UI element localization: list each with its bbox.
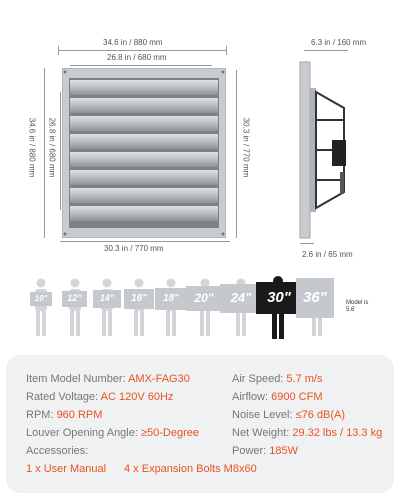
- inner-width-line: [70, 65, 212, 66]
- spec-air-speed: [232, 373, 323, 385]
- person-silhouette-icon: [66, 278, 84, 338]
- frame-depth-label: 2.6 in / 65 mm: [302, 250, 353, 259]
- bottom-width-line: [60, 241, 230, 242]
- size-label: 30": [267, 289, 291, 306]
- spec-label: Net Weight:: [232, 427, 293, 439]
- size-box-12: [62, 291, 87, 307]
- size-chart: [0, 270, 400, 350]
- fan-front-view: [62, 68, 226, 238]
- size-label: 12": [67, 293, 82, 303]
- inner-height-line: [60, 92, 61, 210]
- spec-label: Power:: [232, 445, 270, 457]
- spec-airflow: [232, 391, 322, 403]
- spec-label: Rated Voltage:: [26, 391, 101, 403]
- spec-label: RPM:: [26, 409, 57, 421]
- spec-value: ≤76 dB(A): [295, 409, 346, 421]
- spec-label: Item Model Number:: [26, 373, 129, 385]
- size-label: 14": [99, 293, 115, 303]
- accessories-label: Accessories:: [26, 445, 89, 457]
- depth-label: 6.3 in / 160 mm: [311, 38, 367, 47]
- spec-rated-voltage: [26, 391, 173, 403]
- size-label: 36": [303, 289, 327, 306]
- size-box-36: [296, 278, 334, 318]
- fan-side-view: [296, 60, 356, 240]
- spec-label: Air Speed:: [232, 373, 287, 385]
- spec-value: ≥50-Degree: [140, 427, 199, 439]
- spec-louver-angle: [26, 427, 199, 439]
- right-height-line: [236, 70, 237, 238]
- fan-side-illustration: [296, 60, 356, 240]
- size-box-16: [124, 289, 154, 309]
- size-box-14: [93, 290, 121, 308]
- size-label: 10": [34, 294, 48, 303]
- tick: [58, 46, 59, 55]
- spec-value: 5.7 m/s: [286, 373, 323, 385]
- fan-front-illustration: [62, 68, 226, 238]
- spec-label: Louver Opening Angle:: [26, 427, 141, 439]
- accessory-expansion-bolts: 4 x Expansion Bolts M8x60: [124, 463, 257, 475]
- accessory-user-manual: 1 x User Manual: [26, 463, 107, 475]
- frame-depth-line: [300, 243, 314, 244]
- spec-value: 6900 CFM: [271, 391, 323, 403]
- spec-value: 960 RPM: [56, 409, 103, 421]
- spec-value: AC 120V 60Hz: [100, 391, 174, 403]
- size-box-10: [30, 292, 52, 306]
- depth-line: [304, 50, 348, 51]
- spec-rpm: [26, 409, 102, 421]
- size-label: 16": [131, 293, 147, 304]
- spec-noise-level: [232, 409, 345, 421]
- size-box-20: [186, 286, 222, 311]
- size-label: 20": [194, 291, 214, 305]
- left-height-label: 34.6 in / 880 mm: [27, 117, 37, 178]
- spec-label: Airflow:: [232, 391, 272, 403]
- size-box-18: [155, 288, 187, 310]
- top-width-label: 34.6 in / 880 mm: [103, 38, 163, 47]
- specs-card: [6, 355, 394, 493]
- spec-label: Noise Level:: [232, 409, 296, 421]
- bottom-width-label: 30.3 in / 770 mm: [104, 244, 164, 253]
- spec-value: 185W: [269, 445, 299, 457]
- person-silhouette-icon: [98, 278, 116, 338]
- spec-model-number: [26, 373, 190, 385]
- right-height-label: 30.3 in / 770 mm: [241, 117, 251, 178]
- spec-value: 29.32 lbs / 13.3 kg: [292, 427, 383, 439]
- spec-value: AMX-FAG30: [128, 373, 190, 385]
- left-height-line: [44, 68, 45, 238]
- top-width-line: [58, 50, 226, 51]
- size-label: 18": [163, 293, 179, 304]
- model-height-note: Model is 5.6': [346, 300, 369, 313]
- tick: [226, 46, 227, 55]
- size-label: 24": [230, 290, 252, 305]
- spec-net-weight: [232, 427, 382, 439]
- inner-width-label: 26.8 in / 680 mm: [107, 53, 167, 62]
- person-silhouette-icon: [32, 278, 50, 338]
- spec-power: [232, 445, 298, 457]
- inner-height-label: 26.8 in / 680 mm: [47, 117, 57, 178]
